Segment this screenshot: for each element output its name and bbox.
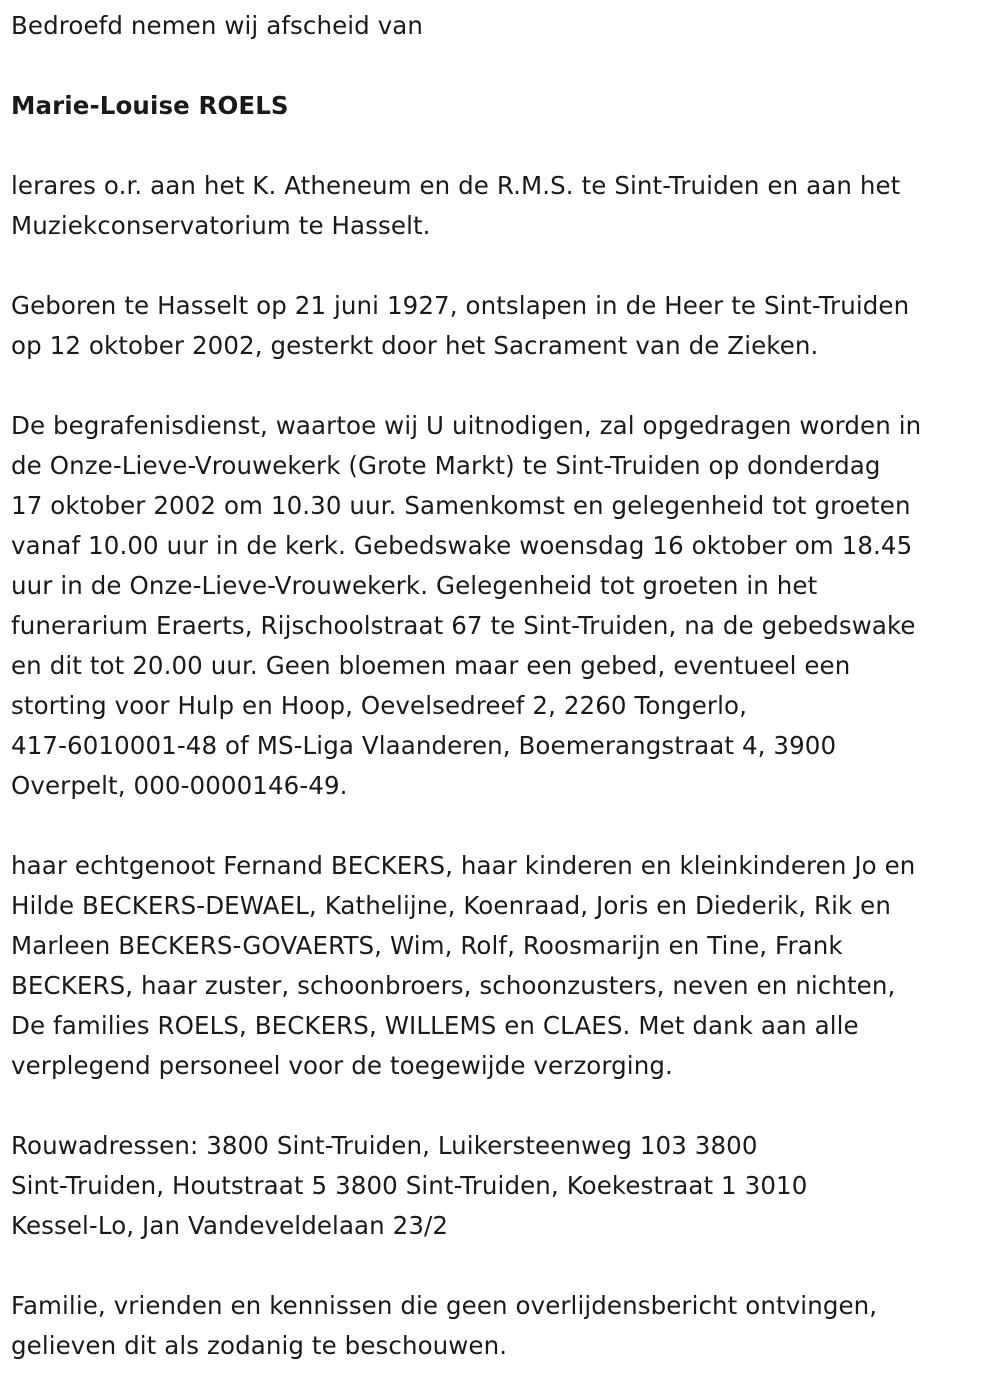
closing-paragraph: Familie, vrienden en kennissen die geen overlijdensbericht ontvingen, gelieven dit als zodanig te beschouwen. (11, 1291, 878, 1360)
family-paragraph: haar echtgenoot Fernand BECKERS, haar kinderen en kleinkinderen Jo en Hilde BECKERS-DEWAEL, Kathelijne, Koenraad, Joris en Diederik, Rik en Marleen BECKERS-GOVAERTS, Wim, Rolf, Roosmarijn en Tine, Frank BECKERS, haar zuster, schoonbroers, schoonzusters, neven en nichten, De families ROELS, BECKERS, WILLEMS en CLAES. Met dank aan alle verplegend personeel voor de toegewijde verzorging. (11, 851, 916, 1080)
funeral-service-paragraph: De begrafenisdienst, waartoe wij U uitnodigen, zal opgedragen worden in de Onze-Lieve-Vrouwekerk (Grote Markt) te Sint-Truiden op donderdag 17 oktober 2002 om 10.30 uur. Samenkomst en gelegenheid tot groeten vanaf 10.00 uur in de kerk. Gebedswake woensdag 16 oktober om 18.45 uur in de Onze-Lieve-Vrouwekerk. Gelegenheid tot groeten in het funerarium Eraerts, Rijschoolstraat 67 te Sint-Truiden, na de gebedswake en dit tot 20.00 uur. Geen bloemen maar een gebed, eventueel een storting voor Hulp en Hoop, Oevelsedreef 2, 2260 Tongerlo, 417-6010001-48 of MS-Liga Vlaanderen, Boemerangstraat 4, 3900 Overpelt, 000-0000146-49. (11, 411, 922, 800)
intro-line: Bedroefd nemen wij afscheid van (11, 11, 424, 40)
occupation-paragraph: lerares o.r. aan het K. Atheneum en de R.M.S. te Sint-Truiden en aan het Muziekconservatorium te Hasselt. (11, 171, 901, 240)
obituary-notice (11, 6, 996, 1366)
mourning-addresses-paragraph: Rouwadressen: 3800 Sint-Truiden, Luikersteenweg 103 3800 Sint-Truiden, Houtstraat 5 3800 Sint-Truiden, Koekestraat 1 3010 Kessel-Lo, Jan Vandeveldelaan 23/2 (11, 1131, 808, 1240)
birth-death-paragraph: Geboren te Hasselt op 21 juni 1927, ontslapen in de Heer te Sint-Truiden op 12 oktober 2002, gesterkt door het Sacrament van de Zieken. (11, 291, 910, 360)
deceased-name: Marie-Louise ROELS (11, 91, 289, 120)
